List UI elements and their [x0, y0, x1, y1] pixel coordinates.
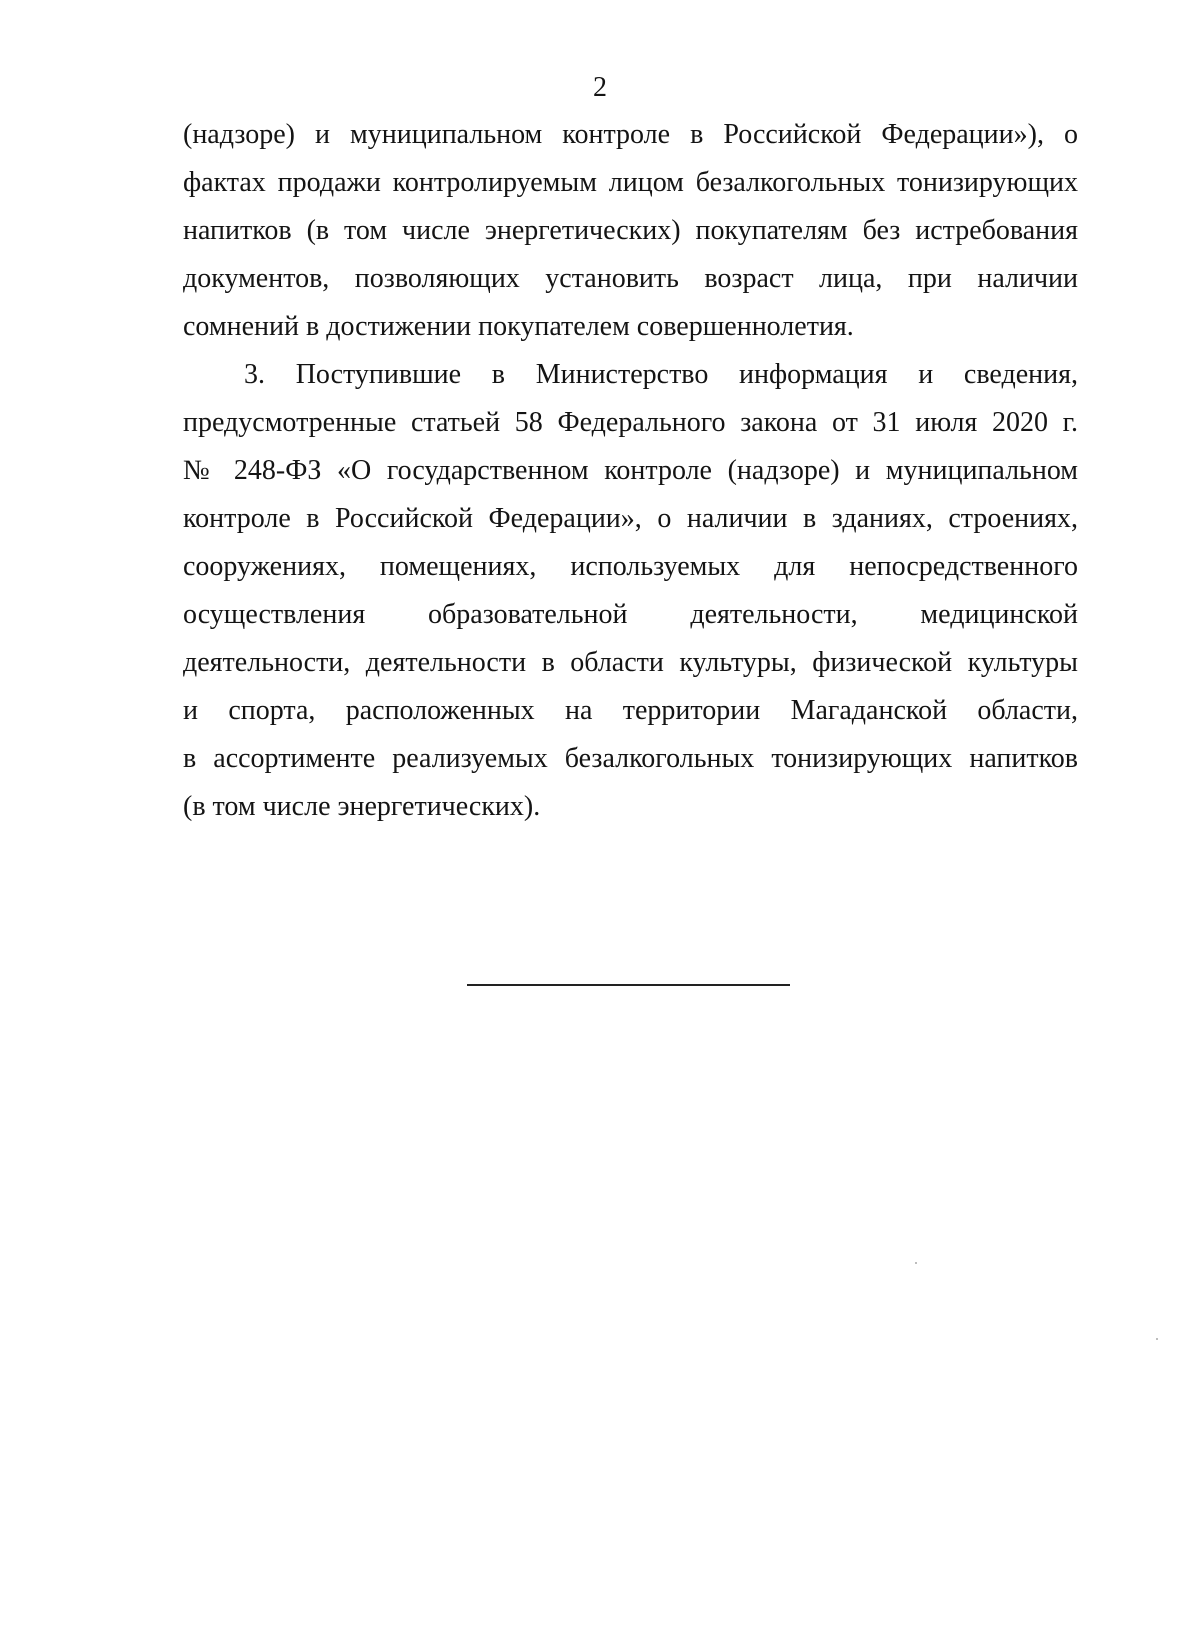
scan-speck: [1156, 1338, 1158, 1340]
text-line: осуществления образовательной деятельности, медицинской: [183, 599, 1078, 630]
text-line: документов, позволяющих установить возраст лица, при наличии: [183, 263, 1078, 294]
text-line: сомнений в достижении покупателем совершеннолетия.: [183, 311, 854, 342]
text-line: деятельности, деятельности в области культуры, физической культуры: [183, 647, 1078, 678]
text-line: № 248-ФЗ «О государственном контроле (надзоре) и муниципальном: [183, 455, 1078, 486]
text-line: в ассортименте реализуемых безалкогольных тонизирующих напитков: [183, 743, 1078, 774]
text-line: напитков (в том числе энергетических) покупателям без истребования: [183, 215, 1078, 246]
paragraph-start-line: 3. Поступившие в Министерство информация и сведения,: [244, 359, 1078, 390]
scan-speck: [915, 1262, 917, 1264]
text-line: и спорта, расположенных на территории Магаданской области,: [183, 695, 1078, 726]
text-line: контроле в Российской Федерации», о наличии в зданиях, строениях,: [183, 503, 1078, 534]
separator-line: [467, 984, 790, 986]
text-line: (надзоре) и муниципальном контроле в Российской Федерации»), о: [183, 119, 1078, 150]
text-line: предусмотренные статьей 58 Федерального закона от 31 июля 2020 г.: [183, 407, 1078, 438]
text-line: (в том числе энергетических).: [183, 791, 541, 822]
page-number: 2: [593, 72, 607, 103]
text-line: фактах продажи контролируемым лицом безалкогольных тонизирующих: [183, 167, 1078, 198]
text-line: сооружениях, помещениях, используемых для непосредственного: [183, 551, 1078, 582]
